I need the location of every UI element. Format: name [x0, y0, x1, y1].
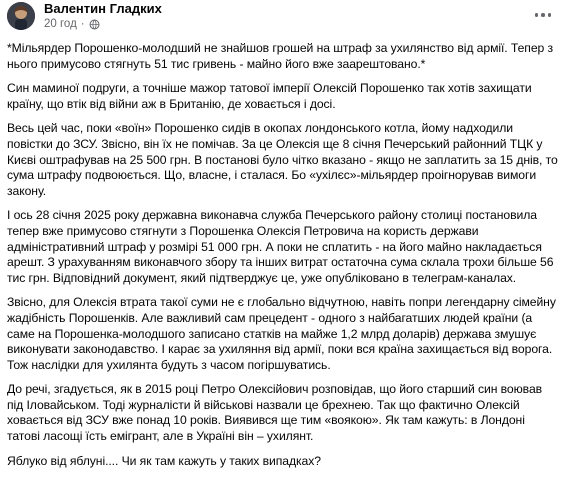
post-paragraph: І ось 28 січня 2025 року державна виконавча служба Печерського району столиці постановила тепер вже примусово стягнути з Порошенка Олексія Петровича на користь держави адміністративний штраф у розмірі 51 000 грн. А поки не сплатить - на його майно накладається арешт. З урахуванням виконавчого збору та інших витрат остаточна сума склала трохи більше 56 тис грн. Відповідний документ, який підтверджує це, уже опубліковано в телеграм-каналах. — [7, 208, 554, 285]
author-name[interactable]: Валентин Гладких — [44, 1, 162, 16]
separator-dot: · — [80, 18, 85, 30]
post-paragraph-final: Яблуко від яблуні.... Чи як там кажуть у таких випадках? — [7, 453, 321, 468]
post-time[interactable]: 20 год — [44, 18, 77, 30]
post-subline — [44, 17, 162, 31]
post-content — [7, 38, 559, 469]
post-header — [7, 0, 559, 38]
more-dot — [548, 13, 552, 17]
post-paragraph-intro: *Мільярдер Порошенко-молодший не знайшов грошей на штраф за ухилянство від армії. Тепер з нього примусово стягнуть 51 тис гривень - майно його вже заарештовано.* — [7, 41, 554, 71]
post-paragraph: До речі, згадується, як в 2015 році Петро Олексійович розповідав, що його старший син воював під Іловайськом. Тоді журналісти й військові назвали це брехнею. Так що фактично Олексій ховається від ЗСУ вже понад 10 років. Виявився ще тим «воякою». Як там кажуть: в Лондоні татові ласощі їсть емігрант, але в Україні він – ухилянт. — [7, 382, 543, 444]
post-paragraph: Син маминої подруги, а точніше мажор татової імперії Олексій Порошенко так хотів захищати країну, що втік від війни аж в Британію, де ховається і досі. — [7, 81, 532, 111]
more-dot — [541, 13, 545, 17]
post-paragraph: Звісно, для Олексія втрата такої суми не є глобально відчутною, навіть попри легендарну сімейну жадібність Порошенків. Але важливий сам прецедент - одного з найбагатших людей країни (а саме на Порошенка-молодшого записано статків на майже 1,2 млрд доларів) держава змушує виконувати законодавство. І карає за ухиляння від армії, поки вся країна захищається від ворога. Тож наслідки для ухилянта будуть з часом погіршуватись. — [7, 295, 556, 372]
globe-icon[interactable] — [89, 19, 100, 30]
post-meta — [44, 1, 162, 31]
avatar[interactable] — [7, 2, 35, 30]
avatar-image — [7, 2, 35, 30]
more-options-icon[interactable] — [529, 4, 557, 26]
post-paragraph: Весь цей час, поки «воїн» Порошенко сидів в окопах лондонського котла, йому надходили повістки до ЗСУ. Звісно, він їх не помічав. За це Олексія ще 8 січня Печерський районний ТЦК у Києві оштрафував на 25 500 грн. В постанові було чітко вказано - якщо не заплатить за 15 днів, то сума штрафу подвоюється. Що, власне, і сталася. Бо «ухілєс»-мільярдер проігнорував вимоги закону. — [7, 121, 558, 198]
more-dot — [535, 13, 539, 17]
